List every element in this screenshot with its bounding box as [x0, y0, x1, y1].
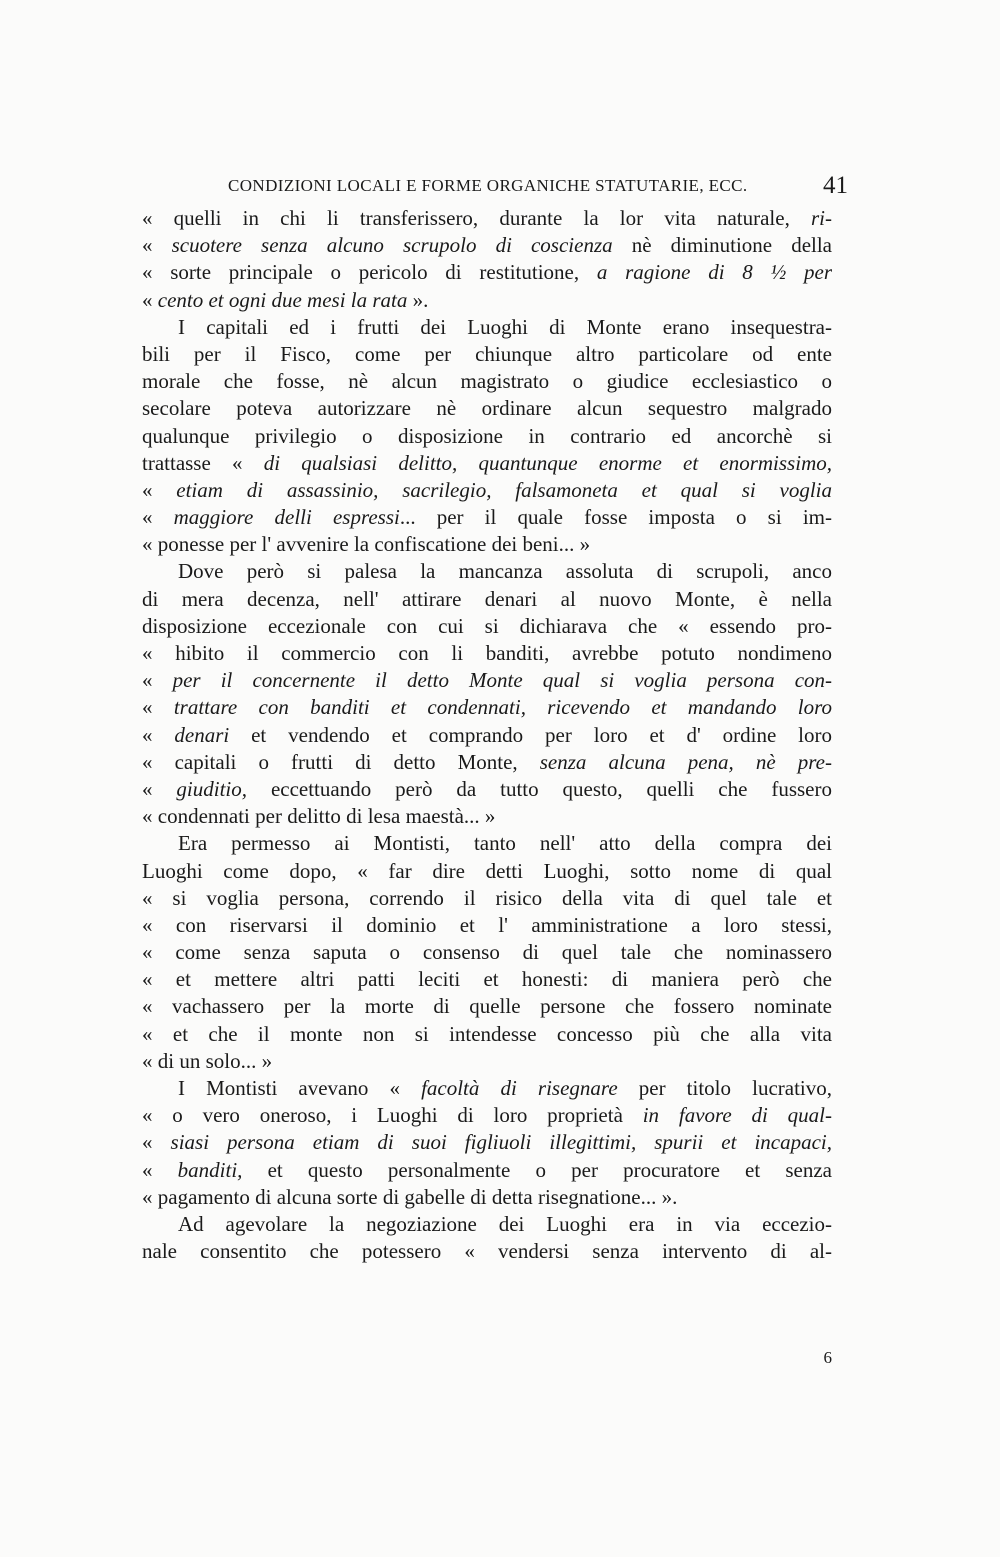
text-line — [142, 232, 832, 259]
text-segment: ». — [407, 287, 429, 312]
text-segment: per titolo lucrativo, — [617, 1076, 832, 1100]
text-segment: Ad agevolare la negoziazione dei Luoghi era in via eccezio- — [178, 1211, 832, 1236]
text-line — [142, 858, 832, 885]
text-line — [142, 885, 832, 912]
italic-text: trattare con banditi et condennati, ricevendo et mandando loro — [173, 695, 832, 720]
text-segment: « — [142, 477, 177, 502]
text-segment: « — [142, 695, 174, 720]
italic-text: scuotere senza alcuno scrupolo di coscienza — [171, 233, 613, 258]
text-segment: disposizione eccezionale con cui si dichiarava che « essendo pro- — [142, 613, 832, 638]
text-line — [142, 640, 832, 667]
text-line — [142, 667, 832, 694]
text-line — [142, 423, 832, 450]
italic-text: cento et ogni due mesi la rata — [157, 287, 408, 312]
text-segment: « — [142, 722, 175, 747]
text-line — [142, 1102, 832, 1129]
text-line — [142, 1021, 832, 1048]
text-segment: « ponesse per l' avvenire la confiscatione dei beni... » — [142, 532, 591, 557]
text-segment: eccettuando però da tutto questo, quelli che fussero — [247, 776, 832, 801]
italic-text: denari — [174, 722, 230, 747]
italic-text: etiam di assassinio, sacrilegio, falsamoneta et qual si voglia — [176, 477, 832, 502]
text-segment: « — [142, 668, 173, 693]
text-line — [142, 477, 832, 504]
text-line — [142, 830, 832, 857]
italic-text: a ragione di 8 ½ per — [596, 260, 832, 285]
italic-text: ri- — [811, 206, 832, 230]
italic-text: per il concernente il detto Monte qual si voglia persona con- — [172, 668, 832, 693]
text-line — [142, 1075, 832, 1102]
page-header — [228, 172, 848, 208]
text-segment: Dove però si palesa la mancanza assoluta di scrupoli, anco — [178, 559, 832, 584]
text-line — [142, 586, 832, 613]
text-segment: morale che fosse, nè alcun magistrato o giudice ecclesiastico o — [142, 369, 832, 394]
text-segment: I capitali ed i frutti dei Luoghi di Monte erano insequestra- — [178, 314, 832, 339]
text-segment: « si voglia persona, correndo il risico della vita di quel tale et — [142, 885, 832, 910]
text-segment: « — [142, 776, 177, 801]
text-segment: « con riservarsi il dominio et l' amministratione a loro stessi, — [142, 912, 832, 937]
page-number: 41 — [823, 172, 848, 199]
text-segment: « capitali o frutti di detto Monte, — [142, 749, 540, 774]
text-segment: et questo personalmente o per procuratore et senza — [242, 1157, 832, 1182]
italic-text: banditi, — [177, 1157, 243, 1182]
text-segment: « hibito il commercio con li banditi, avrebbe potuto nondimeno — [142, 641, 832, 665]
text-segment: « o vero oneroso, i Luoghi di loro proprietà — [142, 1103, 643, 1128]
text-line — [142, 722, 832, 749]
text-line — [142, 939, 832, 966]
text-segment: « sorte principale o pericolo di restitutione, — [142, 260, 597, 285]
text-segment: « — [142, 233, 172, 258]
text-line — [142, 1157, 832, 1184]
text-line — [142, 966, 832, 993]
text-line — [142, 803, 832, 830]
text-line — [142, 1048, 832, 1075]
text-segment: ... per il quale fosse imposta o si im- — [399, 505, 832, 530]
text-line — [142, 558, 832, 585]
text-segment: « — [142, 1130, 171, 1155]
text-segment: « vachassero per la morte di quelle persone che fossero nominate — [142, 994, 832, 1019]
text-segment: Era permesso ai Montisti, tanto nell' atto della compra dei — [178, 831, 832, 856]
text-segment: « — [142, 287, 158, 312]
text-line — [142, 368, 832, 395]
text-segment: nè diminutione della — [612, 233, 832, 258]
text-line — [142, 1129, 832, 1156]
text-segment: « di un solo... » — [142, 1048, 273, 1073]
italic-text: senza alcuna pena, nè pre- — [539, 749, 832, 774]
text-line — [142, 259, 832, 286]
italic-text: facoltà di risegnare — [421, 1076, 618, 1100]
text-segment: trattasse « — [142, 450, 264, 475]
text-segment: « et che il monte non si intendesse concesso più che alla vita — [142, 1021, 832, 1046]
text-segment: « — [142, 505, 174, 530]
text-line — [142, 287, 832, 314]
text-segment: « — [142, 1157, 178, 1182]
body-text — [142, 205, 832, 1265]
text-segment: « pagamento di alcuna sorte di gabelle di detta risegnatione... ». — [142, 1184, 678, 1209]
text-segment: et vendendo et comprando per loro et d' ordine loro — [229, 722, 832, 747]
text-line — [142, 531, 832, 558]
text-line — [142, 613, 832, 640]
text-line — [142, 1238, 832, 1265]
text-line — [142, 341, 832, 368]
text-segment: di mera decenza, nell' attirare denari al nuovo Monte, è nella — [142, 586, 832, 611]
text-line — [142, 993, 832, 1020]
text-segment: « et mettere altri patti leciti et honesti: di maniera però che — [142, 967, 832, 992]
text-line — [142, 1184, 832, 1211]
text-segment: Luoghi come dopo, « far dire detti Luoghi, sotto nome di qual — [142, 858, 832, 883]
running-head: CONDIZIONI LOCALI E FORME ORGANICHE STATUTARIE, ECC. — [228, 176, 748, 195]
italic-text: giuditio, — [176, 776, 248, 801]
text-line — [142, 504, 832, 531]
signature-mark: 6 — [823, 1348, 832, 1367]
text-line — [142, 205, 832, 232]
italic-text: maggiore delli espressi — [173, 505, 400, 530]
text-line — [142, 749, 832, 776]
text-segment: « come senza saputa o consenso di quel tale che nominassero — [142, 940, 832, 965]
text-line — [142, 1211, 832, 1238]
text-line — [142, 912, 832, 939]
italic-text: di qualsiasi delitto, quantunque enorme et enormissimo, — [263, 450, 832, 475]
text-line — [142, 314, 832, 341]
text-segment: « quelli in chi li transferissero, durante la lor vita naturale, — [142, 206, 811, 230]
text-segment: I Montisti avevano « — [178, 1076, 422, 1100]
text-segment: secolare poteva autorizzare nè ordinare alcun sequestro malgrado — [142, 396, 832, 421]
text-line — [142, 694, 832, 721]
text-line — [142, 395, 832, 422]
italic-text: siasi persona etiam di suoi figliuoli illegittimi, spurii et incapaci, — [170, 1130, 832, 1155]
italic-text: in favore di qual- — [642, 1103, 832, 1128]
text-line — [142, 450, 832, 477]
text-segment: nale consentito che potessero « vendersi senza intervento di al- — [142, 1239, 832, 1264]
text-segment: qualunque privilegio o disposizione in contrario ed ancorchè si — [142, 423, 832, 448]
text-segment: « condennati per delitto di lesa maestà... » — [142, 804, 496, 829]
text-line — [142, 776, 832, 803]
text-segment: bili per il Fisco, come per chiunque altro particolare od ente — [142, 341, 832, 366]
